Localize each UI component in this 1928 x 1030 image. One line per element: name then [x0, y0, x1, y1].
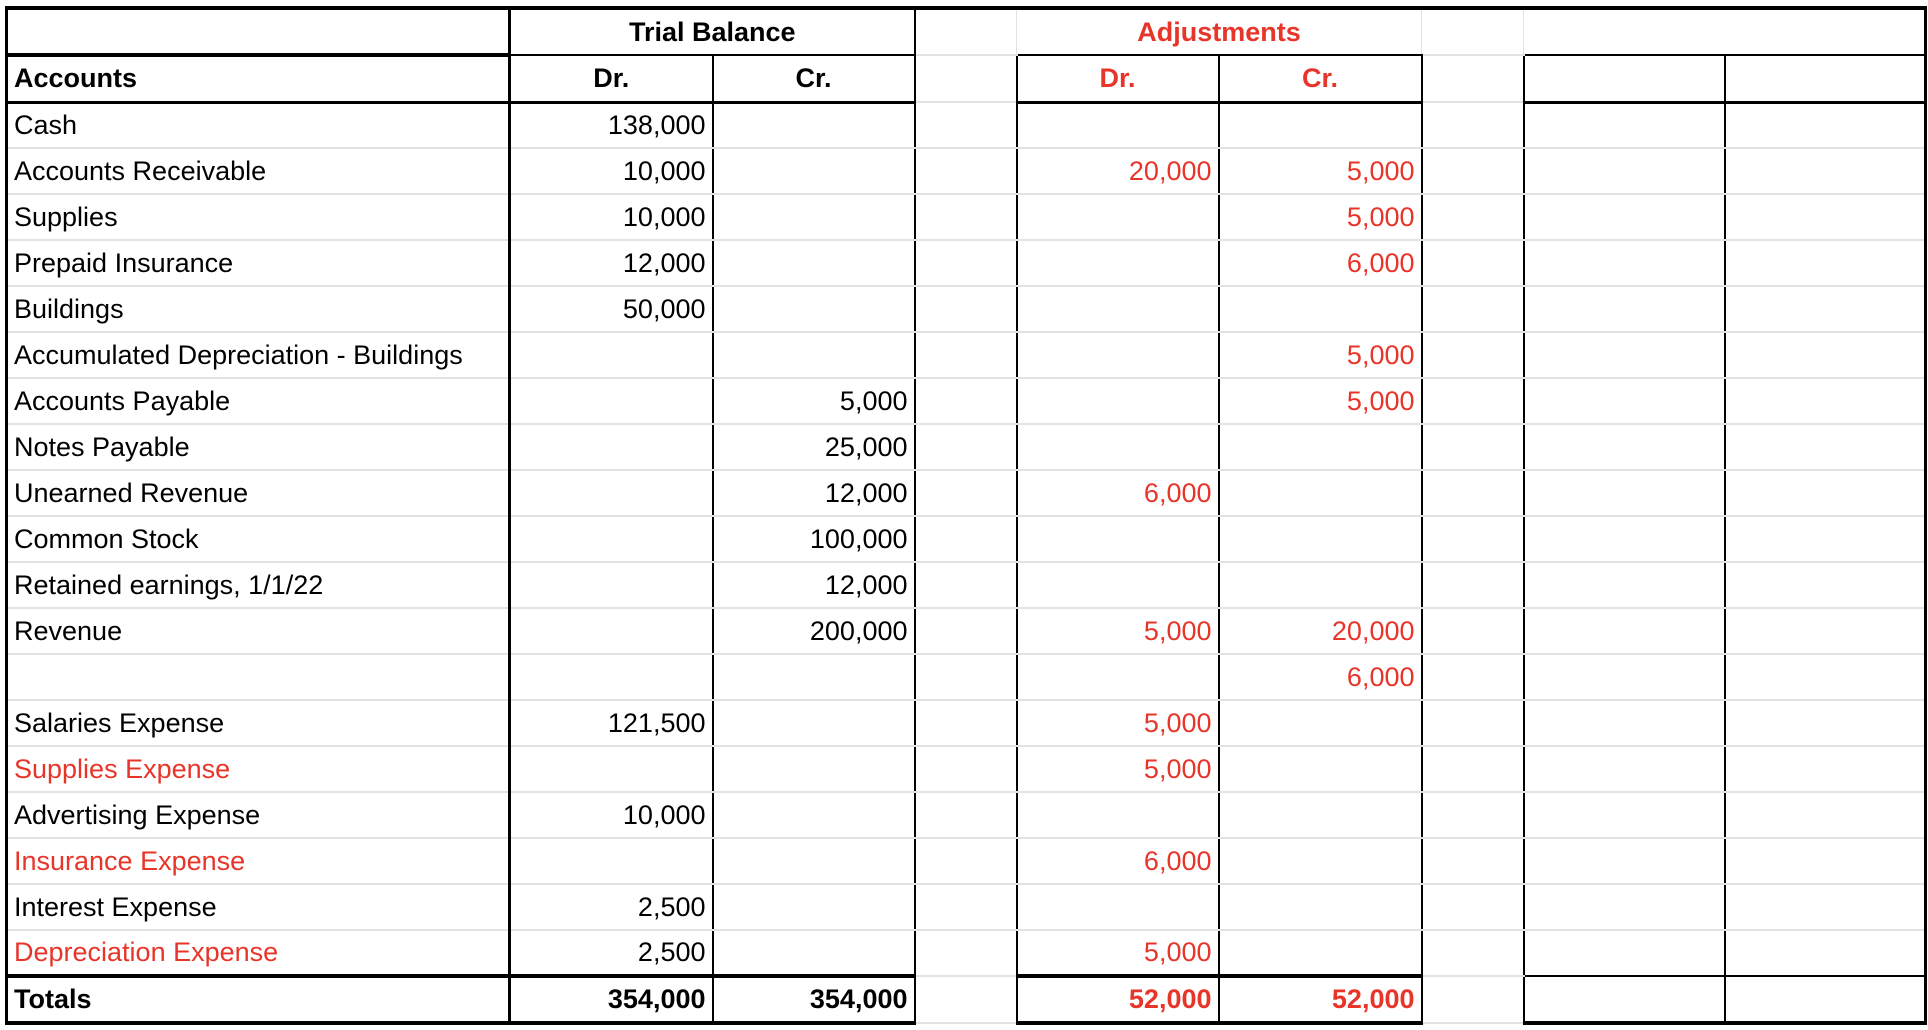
gap-cell[interactable] — [1422, 378, 1524, 424]
adj-cr-cell[interactable] — [1219, 470, 1422, 516]
gap-cell[interactable] — [915, 470, 1017, 516]
adj-cr-cell[interactable] — [1219, 286, 1422, 332]
adj-cr-cell[interactable]: 6,000 — [1219, 654, 1422, 700]
extra-cr-cell[interactable] — [1725, 470, 1926, 516]
tb-dr-cell[interactable]: 12,000 — [510, 240, 713, 286]
gap-cell[interactable] — [1422, 240, 1524, 286]
extra-dr-cell[interactable] — [1524, 792, 1725, 838]
gap-cell[interactable] — [915, 516, 1017, 562]
tb-cr-cell[interactable]: 12,000 — [713, 470, 915, 516]
gap-cell[interactable] — [915, 654, 1017, 700]
gap-cell[interactable] — [915, 102, 1017, 148]
table-row — [7, 884, 1926, 930]
account-name-cell[interactable]: Depreciation Expense — [7, 930, 510, 976]
gap-cell[interactable] — [1422, 792, 1524, 838]
extra-cr-cell[interactable] — [1725, 700, 1926, 746]
gap-cell[interactable] — [1422, 102, 1524, 148]
extra-cr-cell[interactable] — [1725, 884, 1926, 930]
tb-cr-cell[interactable] — [713, 654, 915, 700]
adj-cr-cell[interactable] — [1219, 516, 1422, 562]
adj-cr-cell[interactable]: 5,000 — [1219, 194, 1422, 240]
gap-cell[interactable] — [915, 884, 1017, 930]
total-extra-dr[interactable] — [1524, 976, 1725, 1023]
adj-cr-cell[interactable]: 5,000 — [1219, 148, 1422, 194]
extra-cr-cell[interactable] — [1725, 240, 1926, 286]
extra-dr-cell[interactable] — [1524, 194, 1725, 240]
adj-dr-cell[interactable] — [1017, 792, 1219, 838]
table-row — [7, 838, 1926, 884]
adj-cr-header: Cr. — [1219, 55, 1422, 102]
table-row — [7, 240, 1926, 286]
gap-cell[interactable] — [1422, 562, 1524, 608]
extra-dr-cell[interactable] — [1524, 700, 1725, 746]
adj-dr-cell[interactable] — [1017, 286, 1219, 332]
adj-cr-cell[interactable] — [1219, 746, 1422, 792]
tb-cr-cell[interactable] — [713, 240, 915, 286]
tb-cr-cell[interactable] — [713, 700, 915, 746]
account-name-cell[interactable]: Common Stock — [7, 516, 510, 562]
gap-cell[interactable] — [915, 424, 1017, 470]
extra-cr-cell[interactable] — [1725, 930, 1926, 976]
extra-dr-cell[interactable] — [1524, 654, 1725, 700]
tb-dr-cell[interactable]: 10,000 — [510, 194, 713, 240]
extra-dr-cell[interactable] — [1524, 838, 1725, 884]
account-name-cell[interactable]: Notes Payable — [7, 424, 510, 470]
extra-dr-cell[interactable] — [1524, 378, 1725, 424]
tb-dr-cell[interactable] — [510, 470, 713, 516]
tb-dr-header: Dr. — [510, 55, 713, 102]
adj-cr-cell[interactable] — [1219, 424, 1422, 470]
gap-cell[interactable] — [1422, 838, 1524, 884]
adj-cr-cell[interactable] — [1219, 930, 1422, 976]
table-row — [7, 424, 1926, 470]
tb-cr-cell[interactable] — [713, 930, 915, 976]
adj-cr-cell[interactable] — [1219, 838, 1422, 884]
adj-dr-cell[interactable]: 5,000 — [1017, 930, 1219, 976]
gap-cell[interactable] — [1422, 470, 1524, 516]
gap-cell[interactable] — [915, 148, 1017, 194]
tb-dr-cell[interactable] — [510, 332, 713, 378]
gap-cell[interactable] — [915, 700, 1017, 746]
extra-dr-cell[interactable] — [1524, 240, 1725, 286]
tb-cr-cell[interactable] — [713, 286, 915, 332]
tb-dr-cell[interactable] — [510, 838, 713, 884]
account-name-cell[interactable]: Advertising Expense — [7, 792, 510, 838]
gap-cell[interactable] — [915, 976, 1017, 1023]
tb-dr-cell[interactable]: 138,000 — [510, 102, 713, 148]
tb-cr-cell[interactable]: 12,000 — [713, 562, 915, 608]
gap-cell[interactable] — [1422, 286, 1524, 332]
adj-cr-cell[interactable] — [1219, 102, 1422, 148]
extra-dr-header[interactable] — [1524, 55, 1725, 102]
gap-cell[interactable] — [915, 240, 1017, 286]
gap-cell[interactable] — [915, 746, 1017, 792]
account-name-cell[interactable] — [7, 654, 510, 700]
gap-cell[interactable] — [1422, 8, 1524, 55]
extra-cr-cell[interactable] — [1725, 746, 1926, 792]
gap-cell[interactable] — [1422, 332, 1524, 378]
tb-dr-cell[interactable]: 121,500 — [510, 700, 713, 746]
extra-cr-cell[interactable] — [1725, 654, 1926, 700]
adj-cr-cell[interactable]: 6,000 — [1219, 240, 1422, 286]
table-row — [7, 930, 1926, 976]
extra-dr-cell[interactable] — [1524, 148, 1725, 194]
extra-cr-cell[interactable] — [1725, 608, 1926, 654]
total-adj-cr[interactable]: 52,000 — [1219, 976, 1422, 1023]
extra-cr-cell[interactable] — [1725, 838, 1926, 884]
extra-dr-cell[interactable] — [1524, 470, 1725, 516]
column-header-row — [7, 55, 1926, 102]
adj-dr-cell[interactable] — [1017, 194, 1219, 240]
gap-cell[interactable] — [915, 792, 1017, 838]
extra-dr-cell[interactable] — [1524, 608, 1725, 654]
account-name-cell[interactable]: Insurance Expense — [7, 838, 510, 884]
adj-dr-cell[interactable]: 20,000 — [1017, 148, 1219, 194]
table-row — [7, 194, 1926, 240]
account-name-cell[interactable]: Accumulated Depreciation - Buildings — [7, 332, 510, 378]
gap-cell[interactable] — [915, 378, 1017, 424]
gap-cell[interactable] — [1422, 424, 1524, 470]
table-row — [7, 562, 1926, 608]
gap-cell[interactable] — [1422, 608, 1524, 654]
account-name-cell[interactable]: Unearned Revenue — [7, 470, 510, 516]
adj-cr-cell[interactable] — [1219, 884, 1422, 930]
tb-cr-cell[interactable] — [713, 792, 915, 838]
account-name-cell[interactable]: Cash — [7, 102, 510, 148]
account-name-cell[interactable]: Interest Expense — [7, 884, 510, 930]
adj-dr-cell[interactable] — [1017, 424, 1219, 470]
gap-cell[interactable] — [915, 194, 1017, 240]
adj-dr-cell[interactable]: 5,000 — [1017, 700, 1219, 746]
gap-cell[interactable] — [1422, 194, 1524, 240]
extra-dr-cell[interactable] — [1524, 516, 1725, 562]
gap-cell[interactable] — [915, 55, 1017, 102]
table-row — [7, 700, 1926, 746]
account-name-cell[interactable]: Accounts Payable — [7, 378, 510, 424]
extra-dr-cell[interactable] — [1524, 102, 1725, 148]
worksheet-table — [5, 6, 1927, 1025]
adj-cr-cell[interactable] — [1219, 700, 1422, 746]
extra-cr-cell[interactable] — [1725, 424, 1926, 470]
gap-cell[interactable] — [1422, 654, 1524, 700]
adj-dr-cell[interactable] — [1017, 562, 1219, 608]
adj-dr-cell[interactable] — [1017, 654, 1219, 700]
extra-dr-cell[interactable] — [1524, 286, 1725, 332]
tb-cr-cell[interactable] — [713, 148, 915, 194]
adj-dr-cell[interactable]: 5,000 — [1017, 608, 1219, 654]
extra-dr-cell[interactable] — [1524, 424, 1725, 470]
adj-dr-header: Dr. — [1017, 55, 1219, 102]
extra-dr-cell[interactable] — [1524, 562, 1725, 608]
extra-cr-cell[interactable] — [1725, 286, 1926, 332]
adj-dr-cell[interactable] — [1017, 102, 1219, 148]
gap-cell[interactable] — [915, 286, 1017, 332]
extra-cr-cell[interactable] — [1725, 148, 1926, 194]
account-name-cell[interactable]: Revenue — [7, 608, 510, 654]
table-row — [7, 746, 1926, 792]
gap-cell[interactable] — [915, 332, 1017, 378]
extra-cr-cell[interactable] — [1725, 562, 1926, 608]
extra-cr-cell[interactable] — [1725, 194, 1926, 240]
table-row — [7, 332, 1926, 378]
gap-cell[interactable] — [915, 562, 1017, 608]
gap-cell[interactable] — [1422, 700, 1524, 746]
extra-cr-cell[interactable] — [1725, 102, 1926, 148]
tb-dr-cell[interactable]: 10,000 — [510, 148, 713, 194]
adj-cr-cell[interactable]: 20,000 — [1219, 608, 1422, 654]
gap-cell[interactable] — [915, 838, 1017, 884]
tb-dr-cell[interactable] — [510, 654, 713, 700]
table-row — [7, 792, 1926, 838]
gap-cell[interactable] — [1422, 516, 1524, 562]
account-name-cell[interactable]: Accounts Receivable — [7, 148, 510, 194]
gap-cell[interactable] — [1422, 884, 1524, 930]
extra-cr-cell[interactable] — [1725, 378, 1926, 424]
tb-cr-header: Cr. — [713, 55, 915, 102]
adj-dr-cell[interactable] — [1017, 884, 1219, 930]
tb-cr-cell[interactable]: 25,000 — [713, 424, 915, 470]
table-row — [7, 470, 1926, 516]
adj-dr-cell[interactable]: 6,000 — [1017, 838, 1219, 884]
extra-dr-cell[interactable] — [1524, 884, 1725, 930]
extra-cr-header[interactable] — [1725, 55, 1926, 102]
account-name-cell[interactable]: Salaries Expense — [7, 700, 510, 746]
tb-dr-cell[interactable] — [510, 562, 713, 608]
tb-dr-cell[interactable]: 50,000 — [510, 286, 713, 332]
section-header-row — [7, 8, 1926, 55]
cell-blank-header[interactable] — [7, 8, 510, 55]
tb-dr-cell[interactable] — [510, 608, 713, 654]
gap-cell[interactable] — [1422, 55, 1524, 102]
gap-cell[interactable] — [1422, 930, 1524, 976]
table-row — [7, 102, 1926, 148]
adj-cr-cell[interactable]: 5,000 — [1219, 378, 1422, 424]
account-name-cell[interactable]: Retained earnings, 1/1/22 — [7, 562, 510, 608]
table-row — [7, 148, 1926, 194]
gap-cell[interactable] — [1422, 976, 1524, 1023]
tb-cr-cell[interactable]: 5,000 — [713, 378, 915, 424]
adj-dr-cell[interactable]: 5,000 — [1017, 746, 1219, 792]
adjustments-heading: Adjustments — [1017, 8, 1422, 55]
tb-dr-cell[interactable]: 2,500 — [510, 930, 713, 976]
tb-dr-cell[interactable] — [510, 378, 713, 424]
total-adj-dr[interactable]: 52,000 — [1017, 976, 1219, 1023]
tb-cr-cell[interactable] — [713, 332, 915, 378]
adj-dr-cell[interactable] — [1017, 378, 1219, 424]
tb-cr-cell[interactable] — [713, 746, 915, 792]
tb-cr-cell[interactable] — [713, 102, 915, 148]
extra-cr-cell[interactable] — [1725, 516, 1926, 562]
gap-cell[interactable] — [1422, 148, 1524, 194]
account-name-cell[interactable]: Supplies — [7, 194, 510, 240]
table-row — [7, 608, 1926, 654]
tb-dr-cell[interactable] — [510, 424, 713, 470]
tb-dr-cell[interactable]: 10,000 — [510, 792, 713, 838]
tb-cr-cell[interactable]: 200,000 — [713, 608, 915, 654]
adj-cr-cell[interactable] — [1219, 792, 1422, 838]
total-tb-cr[interactable]: 354,000 — [713, 976, 915, 1023]
tb-dr-cell[interactable]: 2,500 — [510, 884, 713, 930]
account-name-cell[interactable]: Prepaid Insurance — [7, 240, 510, 286]
totals-label[interactable]: Totals — [7, 976, 510, 1023]
adj-dr-cell[interactable] — [1017, 240, 1219, 286]
extra-dr-cell[interactable] — [1524, 930, 1725, 976]
tb-dr-cell[interactable] — [510, 746, 713, 792]
table-row — [7, 516, 1926, 562]
extra-dr-cell[interactable] — [1524, 332, 1725, 378]
totals-row — [7, 976, 1926, 1023]
total-extra-cr[interactable] — [1725, 976, 1926, 1023]
tb-cr-cell[interactable] — [713, 884, 915, 930]
adj-dr-cell[interactable] — [1017, 516, 1219, 562]
trial-balance-heading: Trial Balance — [510, 8, 915, 55]
tb-cr-cell[interactable] — [713, 838, 915, 884]
extra-cr-cell[interactable] — [1725, 792, 1926, 838]
total-tb-dr[interactable]: 354,000 — [510, 976, 713, 1023]
tb-cr-cell[interactable] — [713, 194, 915, 240]
table-row — [7, 378, 1926, 424]
gap-cell[interactable] — [915, 930, 1017, 976]
adj-cr-cell[interactable]: 5,000 — [1219, 332, 1422, 378]
table-row — [7, 654, 1926, 700]
account-name-cell[interactable]: Supplies Expense — [7, 746, 510, 792]
table-row — [7, 286, 1926, 332]
extra-dr-cell[interactable] — [1524, 746, 1725, 792]
accounts-header: Accounts — [7, 55, 510, 102]
extra-section-heading[interactable] — [1524, 8, 1926, 55]
adj-dr-cell[interactable]: 6,000 — [1017, 470, 1219, 516]
gap-cell[interactable] — [915, 8, 1017, 55]
gap-cell[interactable] — [915, 608, 1017, 654]
adj-cr-cell[interactable] — [1219, 562, 1422, 608]
tb-dr-cell[interactable] — [510, 516, 713, 562]
account-name-cell[interactable]: Buildings — [7, 286, 510, 332]
gap-cell[interactable] — [1422, 746, 1524, 792]
tb-cr-cell[interactable]: 100,000 — [713, 516, 915, 562]
extra-cr-cell[interactable] — [1725, 332, 1926, 378]
adj-dr-cell[interactable] — [1017, 332, 1219, 378]
